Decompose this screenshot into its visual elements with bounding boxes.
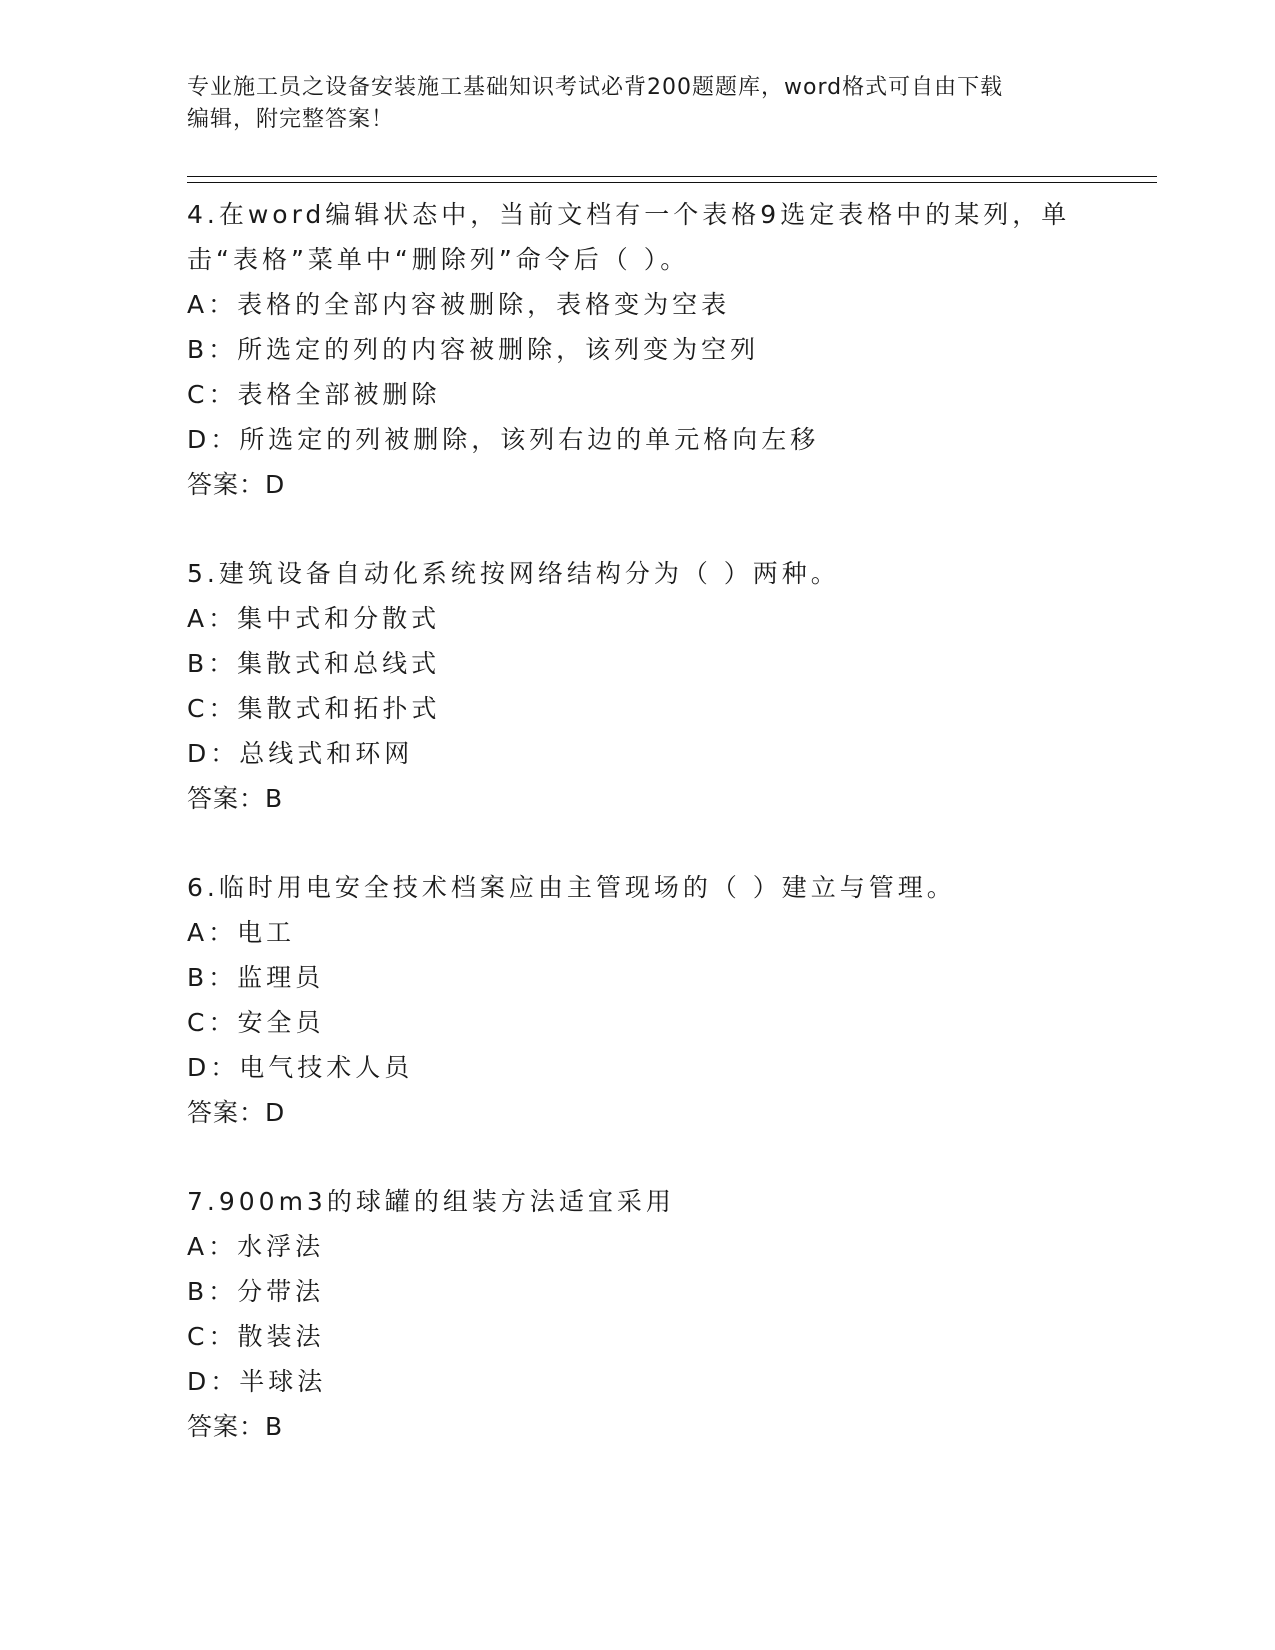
question-list — [187, 192, 1087, 1449]
option-c: C：散装法 — [187, 1322, 325, 1351]
option-b: B：监理员 — [187, 963, 325, 992]
question-text-line-2: 击“表格”菜单中“删除列”命令后（ ）。 — [187, 245, 690, 274]
option-b: B：所选定的列的内容被删除，该列变为空列 — [187, 335, 760, 364]
question-5 — [187, 551, 1087, 821]
header-divider-bottom — [187, 182, 1157, 183]
question-4 — [187, 192, 1087, 507]
option-a: A：水浮法 — [187, 1232, 325, 1261]
option-a: A：电工 — [187, 918, 296, 947]
option-d: D：半球法 — [187, 1367, 327, 1396]
document-header — [187, 72, 1067, 136]
question-text-line-1: 7.900m3的球罐的组装方法适宜采用 — [187, 1187, 675, 1216]
question-text-line-1: 6.临时用电安全技术档案应由主管现场的（ ）建立与管理。 — [187, 873, 956, 902]
option-a: A：表格的全部内容被删除，表格变为空表 — [187, 290, 731, 319]
answer: 答案：D — [187, 470, 286, 499]
option-c: C：集散式和拓扑式 — [187, 694, 441, 723]
answer: 答案：B — [187, 1412, 284, 1441]
question-text-line-1: 4.在word编辑状态中，当前文档有一个表格9选定表格中的某列，单 — [187, 200, 1071, 229]
question-7 — [187, 1179, 1087, 1449]
header-line-2: 编辑，附完整答案！ — [187, 107, 395, 132]
option-b: B：集散式和总线式 — [187, 649, 441, 678]
option-d: D：所选定的列被删除，该列右边的单元格向左移 — [187, 425, 820, 454]
option-d: D：电气技术人员 — [187, 1053, 414, 1082]
option-b: B：分带法 — [187, 1277, 325, 1306]
answer: 答案：D — [187, 1098, 286, 1127]
question-text-line-1: 5.建筑设备自动化系统按网络结构分为（ ）两种。 — [187, 559, 840, 588]
header-divider-top — [187, 176, 1157, 177]
option-a: A：集中式和分散式 — [187, 604, 441, 633]
option-c: C：安全员 — [187, 1008, 325, 1037]
answer: 答案：B — [187, 784, 284, 813]
question-6 — [187, 865, 1087, 1135]
option-c: C：表格全部被删除 — [187, 380, 441, 409]
header-line-1: 专业施工员之设备安装施工基础知识考试必背200题题库，word格式可自由下载 — [187, 75, 1004, 100]
option-d: D：总线式和环网 — [187, 739, 414, 768]
